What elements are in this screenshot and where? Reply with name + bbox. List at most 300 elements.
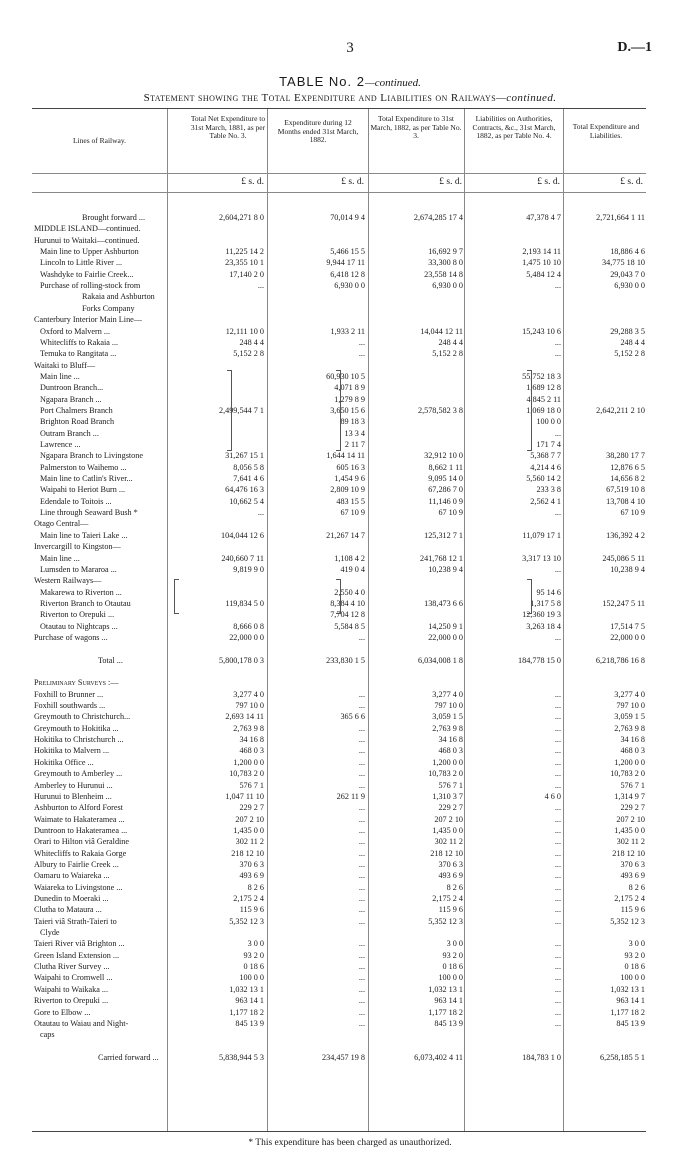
statement-text: Statement showing the Total Expenditure and Liabilities on Railways [143, 92, 497, 104]
table-row [32, 643, 646, 654]
table-row [32, 314, 646, 325]
cell-c3: 14,250 9 1 [428, 621, 463, 631]
table-row [32, 677, 646, 688]
cell-c1: 12,111 10 0 [225, 326, 264, 336]
table-row [32, 666, 646, 677]
cell-c2: ... [358, 871, 365, 881]
cell-c1: ... [257, 508, 264, 518]
table-title [0, 74, 700, 89]
table-row [32, 235, 646, 246]
row-label: Ashburton to Alford Forest [34, 803, 123, 813]
cell-c3: 3 0 0 [446, 939, 463, 949]
cell-c3: 5,352 12 3 [428, 916, 463, 926]
cell-c5: 6,258,185 5 1 [599, 1052, 645, 1062]
cell-c1: 1,435 0 0 [233, 825, 264, 835]
cell-c2: 13 3 4 [344, 428, 365, 438]
cell-c1: 493 6 9 [239, 871, 264, 881]
cell-c4: ... [554, 996, 561, 1006]
cell-c4: ... [554, 1018, 561, 1028]
cell-c1: 93 2 0 [243, 950, 264, 960]
row-label: Hokitika Office ... [34, 757, 94, 767]
row-label: Outram Branch ... [40, 428, 99, 438]
row-label: Duntroon to Hakateramea ... [34, 825, 128, 835]
row-label: Duntroon Branch... [40, 383, 104, 393]
cell-c1: 963 14 1 [235, 996, 264, 1006]
cell-c4: 5,368 7 7 [530, 451, 561, 461]
cell-c4: 47,378 4 7 [526, 213, 561, 222]
cell-c1: 22,000 0 0 [229, 632, 264, 642]
cell-c5: 229 2 7 [620, 803, 645, 813]
row-label: Waipahi to Waikaka ... [34, 984, 109, 994]
row-label: Greymouth to Amberley ... [34, 769, 123, 779]
row-label: Whitecliffs to Rakaia Gorge [34, 848, 127, 858]
cell-c4: ... [554, 848, 561, 858]
cell-c3: 16,692 9 7 [428, 247, 463, 257]
table-row [32, 621, 646, 632]
cell-c2: 4,071 8 9 [334, 383, 365, 393]
row-label: Otago Central— [34, 519, 89, 529]
cell-c4: 4,214 4 6 [530, 462, 561, 472]
row-label: MIDDLE ISLAND—continued. [34, 224, 141, 234]
cell-c4: 1,317 5 8 [530, 598, 561, 608]
currency-col2: £ s. d. [341, 177, 364, 187]
cell-c4: 4,845 2 11 [526, 394, 561, 404]
table-row [32, 916, 646, 927]
row-label: Main line to Upper Ashburton [40, 247, 139, 257]
cell-c3: 468 0 3 [438, 746, 463, 756]
row-label: Oamaru to Waiareka ... [34, 871, 110, 881]
cell-c1: 576 7 1 [239, 780, 264, 790]
table-row [32, 791, 646, 802]
cell-c5: 797 10 0 [616, 701, 645, 711]
brace [227, 370, 232, 451]
table-row [32, 802, 646, 813]
cell-c2: 8,384 4 10 [330, 598, 365, 608]
row-label: Main line to Taieri Lake ... [40, 530, 128, 540]
row-label: Makarewa to Riverton ... [40, 587, 122, 597]
cell-c5: 5,152 2 8 [614, 349, 645, 359]
cell-c1: 468 0 3 [239, 746, 264, 756]
cell-c3: 248 4 4 [438, 337, 463, 347]
cell-c4: ... [554, 837, 561, 847]
row-label: Temuka to Rangitata ... [40, 349, 117, 359]
cell-c2: ... [358, 803, 365, 813]
cell-c2: 1,279 8 9 [334, 394, 365, 404]
cell-c4: ... [554, 564, 561, 574]
cell-c5: 493 6 9 [620, 871, 645, 881]
cell-c1: 845 13 9 [235, 1018, 264, 1028]
cell-c5: 10,783 2 0 [610, 769, 645, 779]
table-row [32, 564, 646, 575]
table-row [32, 1029, 646, 1040]
row-label: Forks Company [82, 303, 135, 313]
brace [527, 579, 532, 614]
cell-c4: ... [554, 950, 561, 960]
cell-c4: ... [554, 735, 561, 745]
cell-c1: 2,763 9 8 [233, 723, 264, 733]
cell-c2: ... [358, 905, 365, 915]
cell-c3: 1,310 3 7 [432, 791, 463, 801]
currency-col1: £ s. d. [241, 177, 264, 187]
cell-c2: ... [358, 757, 365, 767]
cell-c1: 207 2 10 [235, 814, 264, 824]
cell-c5: 67,519 10 8 [606, 485, 645, 495]
page-code: D.—1 [617, 40, 652, 55]
cell-c1: 797 10 0 [235, 701, 264, 711]
row-label: Waipahi to Heriot Burn ... [40, 485, 126, 495]
header-col3: Total Expenditure to 31st March, 1882, as per Table No. 3. [370, 114, 462, 140]
cell-c4: ... [554, 825, 561, 835]
cell-c5: 93 2 0 [624, 950, 645, 960]
cell-c3: 2,578,582 3 8 [417, 405, 463, 415]
cell-c3: 115 9 6 [438, 905, 463, 915]
row-label: Waipahi to Cromwell ... [34, 973, 113, 983]
table-row [32, 337, 646, 348]
header-col1: Total Net Expenditure to 31st March, 1881, as per Table No. 3. [190, 114, 266, 140]
header-divider [32, 173, 646, 174]
cell-c3: 9,095 14 0 [428, 474, 463, 484]
cell-c2: ... [358, 973, 365, 983]
cell-c5: 1,435 0 0 [614, 825, 645, 835]
cell-c5: 248 4 4 [620, 337, 645, 347]
cell-c2: 2 11 7 [344, 440, 365, 449]
table-row [32, 1007, 646, 1018]
cell-c5: 6,930 0 0 [614, 281, 645, 291]
cell-c5: 207 2 10 [616, 814, 645, 824]
table-row [32, 950, 646, 961]
currency-col5: £ s. d. [620, 177, 643, 187]
cell-c4: ... [554, 701, 561, 711]
brace [527, 370, 532, 451]
row-label: Main line ... [40, 553, 80, 563]
table-row [32, 757, 646, 768]
table-row [32, 360, 646, 371]
cell-c5: 6,218,786 16 8 [595, 655, 645, 665]
cell-c3: 22,000 0 0 [428, 632, 463, 642]
cell-c3: 32,912 10 0 [424, 451, 463, 461]
cell-c1: 248 4 4 [239, 337, 264, 347]
cell-c3: 370 6 3 [438, 859, 463, 869]
table-row [32, 530, 646, 541]
cell-c2: 2,550 4 0 [334, 587, 365, 597]
header-divider [32, 192, 646, 193]
cell-c4: ... [554, 803, 561, 813]
cell-c2: 6,930 0 0 [334, 281, 365, 291]
cell-c3: 10,238 9 4 [428, 564, 463, 574]
cell-c4: ... [554, 281, 561, 291]
cell-c1: 2,604,271 8 0 [218, 213, 264, 222]
cell-c3: 5,152 2 8 [432, 349, 463, 359]
table-row [32, 734, 646, 745]
row-label: Clyde [40, 928, 60, 938]
cell-c2: ... [358, 814, 365, 824]
table-row [32, 745, 646, 756]
table-row [32, 882, 646, 893]
cell-c4: ... [554, 984, 561, 994]
row-label: Rakaia and Ashburton [82, 292, 155, 302]
cell-c1: 2,175 2 4 [233, 894, 264, 903]
table-row [32, 541, 646, 552]
cell-c5: 29,043 7 0 [610, 269, 645, 279]
row-label: Waitaki to Bluff— [34, 360, 96, 370]
cell-c5: 468 0 3 [620, 746, 645, 756]
cell-c4: ... [554, 882, 561, 892]
cell-c4: ... [554, 769, 561, 779]
cell-c4: ... [554, 337, 561, 347]
row-label: Clutha River Survey ... [34, 962, 110, 972]
cell-c5: 136,392 4 2 [606, 530, 645, 540]
cell-c3: 14,044 12 11 [420, 326, 463, 336]
cell-c4: ... [554, 973, 561, 983]
cell-c3: 6,930 0 0 [432, 281, 463, 291]
cell-c1: 10,662 5 4 [229, 496, 264, 506]
table-row [32, 848, 646, 859]
cell-c4: 12,360 19 3 [522, 610, 561, 620]
cell-c5: 1,314 9 7 [614, 791, 645, 801]
cell-c1: 10,783 2 0 [229, 769, 264, 779]
total-row [32, 655, 646, 666]
cell-c2: 262 11 9 [336, 791, 365, 801]
cell-c1: 1,200 0 0 [233, 757, 264, 767]
cell-c3: 963 14 1 [434, 996, 463, 1006]
cell-c2: 2,809 10 9 [330, 485, 365, 495]
cell-c1: 34 16 8 [239, 735, 264, 745]
cell-c3: 6,073,402 4 11 [414, 1052, 463, 1062]
row-label: Hokitika to Christchurch ... [34, 735, 124, 745]
page-number: 3 [346, 40, 354, 56]
cell-c3: 241,768 12 1 [420, 553, 463, 563]
table-row [32, 972, 646, 983]
cell-c5: 2,642,211 2 10 [596, 405, 645, 415]
table-row [32, 825, 646, 836]
cell-c3: 8,662 1 11 [428, 462, 463, 472]
table-row [32, 870, 646, 881]
cell-c2: ... [358, 996, 365, 1006]
cell-c4: 5,484 12 4 [526, 269, 561, 279]
table-row [32, 348, 646, 359]
cell-c4: ... [554, 814, 561, 824]
row-label: Riverton Branch to Otautau [40, 598, 131, 608]
cell-c5: 2,763 9 8 [614, 723, 645, 733]
currency-col4: £ s. d. [537, 177, 560, 187]
cell-c3: 6,034,008 1 8 [417, 655, 463, 665]
cell-c1: 8,056 5 8 [233, 462, 264, 472]
row-label: Main line ... [40, 371, 80, 381]
cell-c1: 2,499,544 7 1 [218, 405, 264, 415]
cell-c5: 218 12 10 [612, 848, 645, 858]
cell-c3: 2,175 2 4 [432, 894, 463, 903]
row-label: Amberley to Hurunui ... [34, 780, 113, 790]
cell-c2: ... [358, 723, 365, 733]
table-row [32, 859, 646, 870]
cell-c4: ... [554, 428, 561, 438]
row-label: Lincoln to Little River ... [40, 258, 123, 268]
cell-c5: 576 7 1 [620, 780, 645, 790]
cell-c4: ... [554, 871, 561, 881]
cell-c1: 3,277 4 0 [233, 689, 264, 699]
cell-c4: 184,778 15 0 [518, 655, 561, 665]
cell-c4: ... [554, 746, 561, 756]
cell-c1: 302 11 2 [235, 837, 264, 847]
cell-c2: ... [358, 962, 365, 972]
cell-c5: 34 16 8 [620, 735, 645, 745]
cell-c2: ... [358, 689, 365, 699]
cell-c2: ... [358, 837, 365, 847]
cell-c4: 3,263 18 4 [526, 621, 561, 631]
table-row [32, 326, 646, 337]
row-label: Preliminary Surveys :— [34, 678, 119, 688]
cell-c2: ... [358, 939, 365, 949]
table-row [32, 780, 646, 791]
table-row [32, 723, 646, 734]
table-row [32, 711, 646, 722]
cell-c3: 10,783 2 0 [428, 769, 463, 779]
cell-c1: 104,044 12 6 [221, 530, 264, 540]
cell-c2: 3,650 15 6 [330, 405, 365, 415]
cell-c1: 0 18 6 [243, 962, 264, 972]
cell-c3: 3,059 1 5 [432, 712, 463, 722]
cell-c5: 115 9 6 [620, 905, 645, 915]
cell-c5: 38,280 17 7 [606, 451, 645, 461]
cell-c2: ... [358, 1018, 365, 1028]
cell-c4: 1,069 18 0 [526, 405, 561, 415]
cell-c2: 605 16 3 [336, 462, 365, 472]
cell-c5: 18,886 4 6 [610, 247, 645, 257]
table-row [32, 632, 646, 643]
cell-c2: 419 0 4 [340, 564, 365, 574]
cell-c3: 23,558 14 8 [424, 269, 463, 279]
row-label: Hurunui to Blenheim ... [34, 791, 112, 801]
table-row [32, 1041, 646, 1052]
footnote: * This expenditure has been charged as unauthorized. [248, 1138, 452, 1148]
cell-c5: 2,721,664 1 11 [596, 213, 645, 222]
cell-c2: ... [358, 337, 365, 347]
row-label: Purchase of wagons ... [34, 632, 108, 642]
table-row [32, 462, 646, 473]
table-row [32, 246, 646, 257]
table-row [32, 484, 646, 495]
cell-c2: ... [358, 349, 365, 359]
cell-c4: ... [554, 962, 561, 972]
row-label: Whitecliffs to Rakaia ... [40, 337, 119, 347]
table-row [32, 984, 646, 995]
row-label: Invercargill to Kingston— [34, 542, 121, 552]
table-row [32, 291, 646, 302]
cell-c5: 100 0 0 [620, 973, 645, 983]
row-label: Lumsden to Mararoa ... [40, 564, 117, 574]
cell-c5: 5,352 12 3 [610, 916, 645, 926]
statement-heading [0, 92, 700, 104]
cell-c1: 5,152 2 8 [233, 349, 264, 359]
cell-c1: ... [257, 281, 264, 291]
cell-c2: 1,933 2 11 [330, 326, 365, 336]
cell-c5: 302 11 2 [616, 837, 645, 847]
cell-c2: ... [358, 701, 365, 711]
cell-c1: 7,641 4 6 [233, 474, 264, 484]
cell-c3: 576 7 1 [438, 780, 463, 790]
row-label: Line through Seaward Bush * [40, 508, 138, 518]
table-row [32, 553, 646, 564]
cell-c3: 218 12 10 [430, 848, 463, 858]
cell-c2: ... [358, 848, 365, 858]
row-label: Taieri River viâ Brighton ... [34, 939, 125, 949]
row-label: Dunedin to Moeraki ... [34, 894, 109, 903]
cell-c5: 14,656 8 2 [610, 474, 645, 484]
row-label: Gore to Elbow ... [34, 1007, 91, 1017]
cell-c2: 7,704 12 8 [330, 610, 365, 620]
cell-c1: 100 0 0 [239, 973, 264, 983]
cell-c3: 34 16 8 [438, 735, 463, 745]
brace [336, 579, 341, 614]
cell-c5: 0 18 6 [624, 962, 645, 972]
cell-c5: 3,059 1 5 [614, 712, 645, 722]
cell-c1: 64,476 16 3 [225, 485, 264, 495]
cell-c2: 233,830 1 5 [326, 655, 365, 665]
cell-c5: 963 14 1 [616, 996, 645, 1006]
row-label: Waimate to Hakateramea ... [34, 814, 125, 824]
brace [336, 370, 341, 451]
cell-c1: 240,660 7 11 [221, 553, 264, 563]
cell-c5: 12,876 6 5 [610, 462, 645, 472]
table-row [32, 518, 646, 529]
cell-c3: 797 10 0 [434, 701, 463, 711]
table-row [32, 938, 646, 949]
cell-c2: 89 18 3 [340, 417, 365, 427]
row-label: Otautau to Waiau and Night- [34, 1018, 129, 1028]
cell-c5: 67 10 9 [620, 508, 645, 518]
cell-c5: 370 6 3 [620, 859, 645, 869]
cell-c4: ... [554, 632, 561, 642]
row-label: Hokitika to Malvern ... [34, 746, 110, 756]
cell-c3: 2,763 9 8 [432, 723, 463, 733]
table-row [32, 836, 646, 847]
row-label: Ngapara Branch ... [40, 394, 102, 404]
table-row [32, 768, 646, 779]
cell-c3: 302 11 2 [434, 837, 463, 847]
cell-c2: 60,930 10 5 [326, 371, 365, 381]
table-row [32, 507, 646, 518]
table-row [32, 893, 646, 904]
cell-c1: 31,267 15 1 [225, 451, 264, 461]
row-label: Purchase of rolling-stock from [40, 281, 141, 291]
table-row [32, 904, 646, 915]
table-row [32, 814, 646, 825]
row-label: Waiareka to Livingstone ... [34, 882, 123, 892]
row-label: Brighton Road Branch [40, 417, 115, 427]
cell-c3: 33,300 8 0 [428, 258, 463, 268]
cell-c4: ... [554, 508, 561, 518]
row-label: Orari to Hilton viâ Geraldine [34, 837, 130, 847]
cell-c4: 184,783 1 0 [522, 1052, 561, 1062]
cell-c4: 100 0 0 [536, 417, 561, 427]
cell-c4: 4 6 0 [544, 791, 561, 801]
cell-c5: 22,000 0 0 [610, 632, 645, 642]
cell-c3: 11,146 0 9 [428, 496, 463, 506]
cell-c2: ... [358, 780, 365, 790]
cell-c4: ... [554, 894, 561, 903]
cell-c4: ... [554, 757, 561, 767]
row-label: Carried forward ... [98, 1052, 159, 1062]
table-row [32, 496, 646, 507]
header-col5: Total Expenditure and Liabilities. [572, 122, 640, 140]
cell-c4: ... [554, 780, 561, 790]
row-label: Oxford to Malvern ... [40, 326, 111, 336]
row-label: Green Island Extension ... [34, 950, 120, 960]
cell-c1: 218 12 10 [231, 848, 264, 858]
cell-c1: 2,693 14 11 [225, 712, 264, 722]
total-row [32, 1052, 646, 1063]
cell-c1: 5,838,944 5 3 [218, 1052, 264, 1062]
